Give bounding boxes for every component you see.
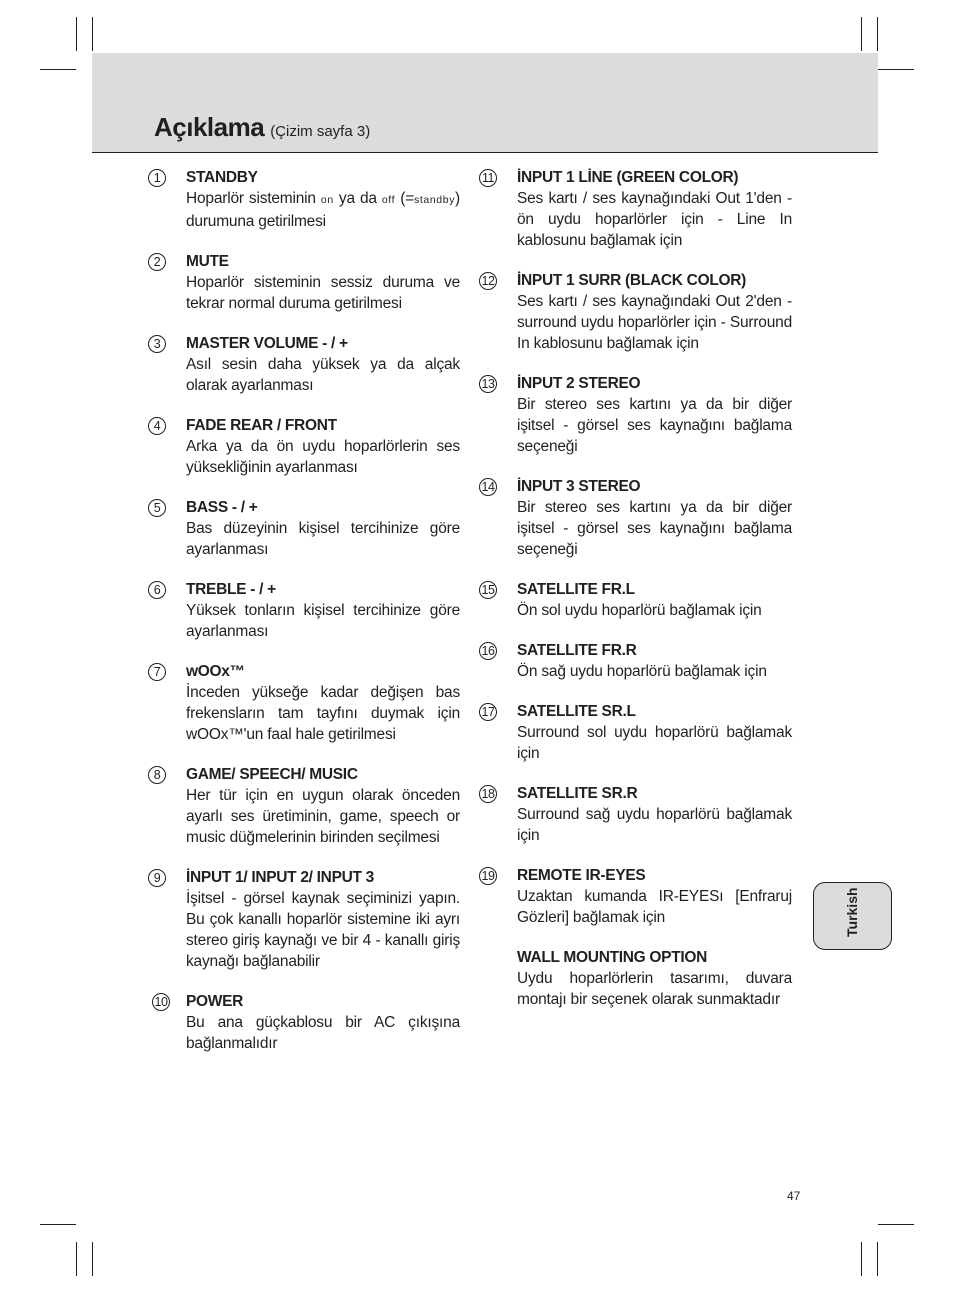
item-description: Ön sağ uydu hoparlörü bağlamak için (517, 663, 767, 680)
item-description: Hoparlör sisteminin sessiz duruma ve tekrar normal duruma getirilmesi (186, 274, 460, 312)
item-number: 2 (148, 253, 166, 271)
item-number: 16 (479, 642, 497, 660)
item-number: 3 (148, 335, 166, 353)
item-number: 15 (479, 581, 497, 599)
item-number: 7 (148, 663, 166, 681)
item-description: Ses kartı / ses kaynağındaki Out 2'den - surround uydu hoparlörler için - Surround In kablosunu bağlamak için (517, 293, 792, 352)
item-title: STANDBY (186, 169, 258, 186)
page-title-text: Açıklama (154, 112, 265, 142)
item-number: 8 (148, 766, 166, 784)
item-description: Bas düzeyinin kişisel tercihinize göre ayarlanması (186, 520, 460, 558)
left-column (148, 168, 460, 1074)
item-title: FADE REAR / FRONT (186, 417, 337, 434)
item-description: Bir stereo ses kartını ya da bir diğer işitsel - görsel ses kaynağını bağlama seçeneği (517, 499, 792, 558)
item-number: 5 (148, 499, 166, 517)
list-item-input3-stereo (479, 477, 792, 560)
item-title: POWER (186, 993, 244, 1010)
wall-mounting-title: WALL MOUNTING OPTION (517, 949, 708, 966)
item-description: Arka ya da ön uydu hoparlörlerin ses yüksekliğinin ayarlanması (186, 438, 460, 476)
list-item-satellite-fr-r (479, 641, 792, 682)
item-description: İşitsel - görsel kaynak seçiminizi yapın. Bu çok kanallı hoparlör sistemine iki ayrı stereo giriş kaynağı ve bir 4 - kanallı giriş kaynağı bağlanabilir (186, 890, 460, 970)
item-title: SATELLITE SR.L (517, 703, 636, 720)
item-number: 4 (148, 417, 166, 435)
item-description: Asıl sesin daha yüksek ya da alçak olarak ayarlanması (186, 356, 460, 394)
right-column (479, 168, 792, 1030)
crop-mark (92, 17, 93, 51)
page-number: 47 (787, 1189, 801, 1203)
item-number: 19 (479, 867, 497, 885)
item-description (186, 188, 460, 232)
item-title: İNPUT 1/ INPUT 2/ INPUT 3 (186, 869, 375, 886)
item-title: SATELLITE SR.R (517, 785, 638, 802)
text-part: ) durumuna getirilmesi (186, 190, 461, 230)
text-part: Hoparlör sisteminin (186, 190, 321, 207)
item-description: Her tür için en uygun olarak önceden ayarlı ses üretiminin, game, speech or music düğmelerinin birinden seçilmesi (186, 787, 460, 846)
text-part: (= (395, 190, 415, 207)
item-description: Ön sol uydu hoparlörü bağlamak için (517, 602, 762, 619)
off-label: off (381, 194, 396, 206)
item-title: GAME/ SPEECH/ MUSIC (186, 766, 358, 783)
item-title: REMOTE IR-EYES (517, 867, 646, 884)
crop-mark (878, 69, 914, 70)
list-item-satellite-sr-r (479, 784, 792, 846)
item-description: İnceden yükseğe kadar değişen bas frekensların tam tayfını duymak için wOOx™'un faal hale getirilmesi (186, 684, 460, 743)
crop-mark (861, 1242, 862, 1276)
crop-mark (76, 1242, 77, 1276)
text-part: ya da (333, 190, 382, 207)
crop-mark (877, 17, 878, 51)
item-number: 13 (479, 375, 497, 393)
item-title: İNPUT 3 STEREO (517, 478, 641, 495)
item-title: İNPUT 1 LİNE (GREEN COLOR) (517, 169, 739, 186)
item-title: İNPUT 2 STEREO (517, 375, 641, 392)
crop-mark (877, 1242, 878, 1276)
item-description: Surround sol uydu hoparlörü bağlamak için (517, 724, 792, 762)
item-number: 18 (479, 785, 497, 803)
item-title: BASS - / + (186, 499, 258, 516)
item-number: 11 (479, 169, 497, 187)
item-number: 9 (148, 869, 166, 887)
page-subtitle: (Çizim sayfa 3) (270, 123, 371, 140)
list-item-master-volume (148, 334, 460, 396)
item-title: wOOx™ (186, 663, 245, 680)
crop-mark (40, 1224, 76, 1225)
list-item-input2-stereo (479, 374, 792, 457)
item-title: MUTE (186, 253, 229, 270)
list-item-input-select (148, 868, 460, 972)
item-number: 14 (479, 478, 497, 496)
item-number: 10 (152, 993, 170, 1011)
item-title: SATELLITE FR.R (517, 642, 637, 659)
language-tab (813, 882, 892, 950)
list-item-mute (148, 252, 460, 314)
item-number: 12 (479, 272, 497, 290)
item-description: Uzaktan kumanda IR-EYESı [Enfraruj Gözleri] bağlamak için (517, 888, 792, 926)
item-number: 17 (479, 703, 497, 721)
item-description: Yüksek tonların kişisel tercihinize göre ayarlanması (186, 602, 460, 640)
list-item-fade (148, 416, 460, 478)
list-item-remote-ir-eyes (479, 866, 792, 928)
item-title: İNPUT 1 SURR (BLACK COLOR) (517, 272, 746, 289)
list-item-woox (148, 662, 460, 745)
list-item-input1-surr (479, 271, 792, 354)
item-description: Surround sağ uydu hoparlörü bağlamak için (517, 806, 792, 844)
list-item-bass (148, 498, 460, 560)
item-title: TREBLE - / + (186, 581, 276, 598)
language-tab-label: Turkish (844, 887, 860, 937)
item-number: 1 (148, 169, 166, 187)
item-description: Ses kartı / ses kaynağındaki Out 1'den - ön uydu hoparlörler için - Line In kablosunu bağlamak için (517, 190, 792, 249)
crop-mark (76, 17, 77, 51)
crop-mark (878, 1224, 914, 1225)
page-title (154, 112, 370, 143)
list-item-power (148, 992, 460, 1054)
wall-mounting-description: Uydu hoparlörlerin tasarımı, duvara montajı bir seçenek olarak sunmaktadır (517, 970, 792, 1008)
item-description: Bu ana güçkablosu bir AC çıkışına bağlanmalıdır (186, 1014, 460, 1052)
list-item-satellite-sr-l (479, 702, 792, 764)
crop-mark (40, 69, 76, 70)
wall-mounting-section (479, 948, 792, 1010)
item-title: MASTER VOLUME - / + (186, 335, 348, 352)
on-label: on (320, 194, 334, 206)
crop-mark (92, 1242, 93, 1276)
list-item-game-speech-music (148, 765, 460, 848)
item-description: Bir stereo ses kartını ya da bir diğer işitsel - görsel ses kaynağını bağlama seçeneği (517, 396, 792, 455)
standby-label: standby (414, 194, 456, 206)
item-title: SATELLITE FR.L (517, 581, 635, 598)
list-item-satellite-fr-l (479, 580, 792, 621)
list-item-treble (148, 580, 460, 642)
crop-mark (861, 17, 862, 51)
list-item-input1-line (479, 168, 792, 251)
list-item-standby (148, 168, 460, 232)
item-number: 6 (148, 581, 166, 599)
